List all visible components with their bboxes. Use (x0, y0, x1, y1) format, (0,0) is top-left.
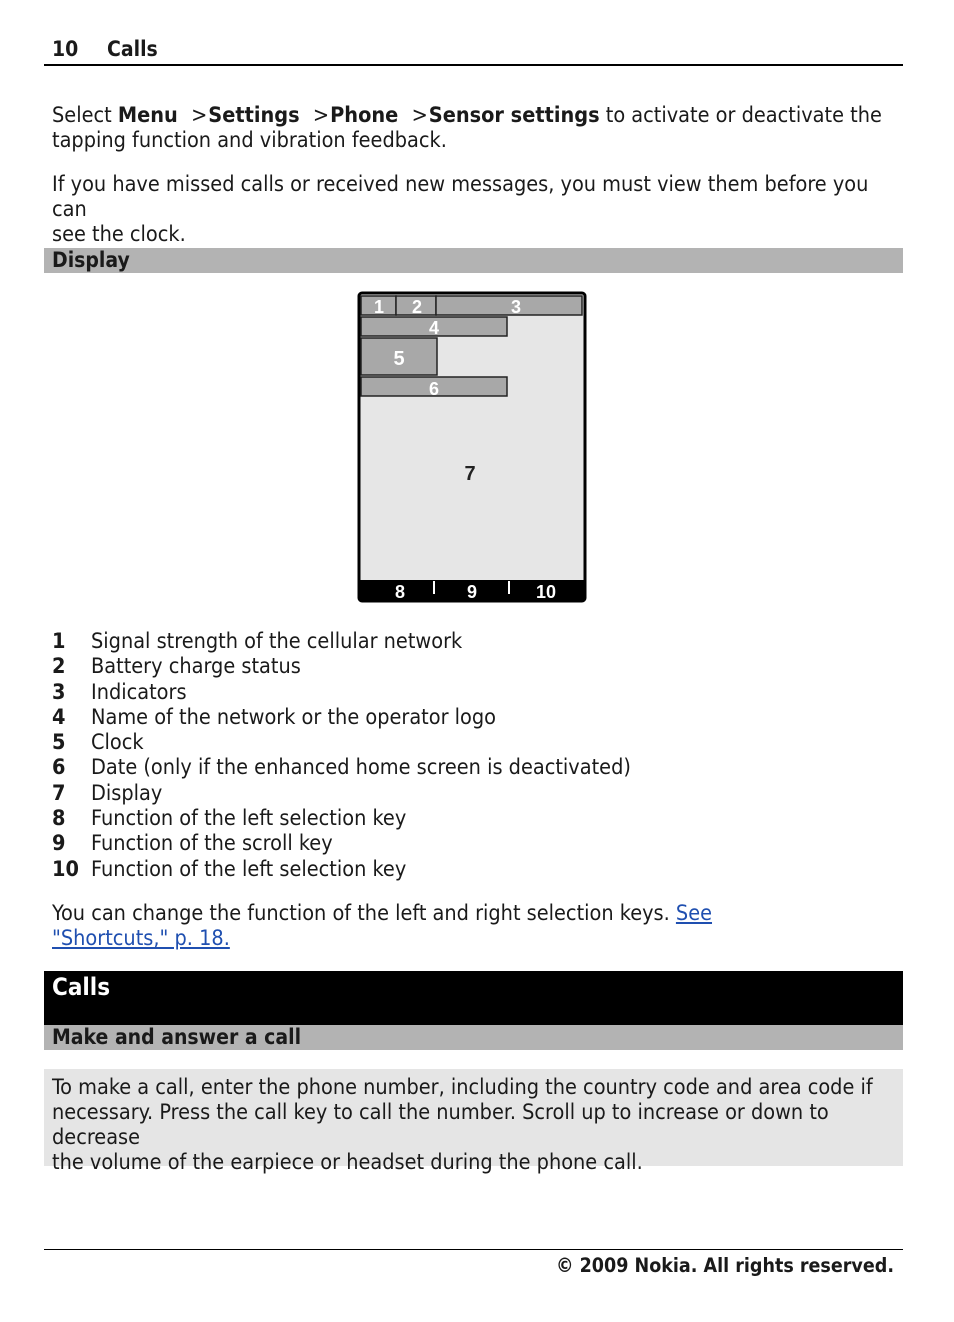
figure-label-5: 5 (393, 348, 405, 370)
page-header (44, 34, 903, 66)
legend-item: 8 Function of the left selection key (52, 806, 407, 832)
menu-path-phone: Phone (330, 103, 399, 128)
make-call-box (44, 1069, 903, 1175)
intro-line-2: tapping function and vibration feedback. (52, 128, 447, 153)
legend-item: 2 Battery charge status (52, 654, 301, 680)
legend-item: 3 Indicators (52, 679, 187, 705)
figure-label-10: 10 (535, 582, 557, 602)
calls-chapter-heading: Calls (44, 971, 903, 1025)
menu-path-sensor-settings: Sensor settings (428, 103, 600, 128)
make-call-paragraph: To make a call, enter the phone number, including the country code and area code if necessary. Press the call key to call the number. Scroll up to increase or down to decrease the volume of the earpiece or headset during the phone call. (52, 1075, 873, 1175)
figure-label-6: 6 (428, 379, 440, 399)
display-section-heading: Display (44, 248, 903, 273)
legend-item: 6 Date (only if the enhanced home screen is deactivated) (52, 755, 631, 781)
figure-label-7: 7 (464, 463, 476, 485)
page-number: 10 (52, 37, 79, 61)
figure-label-1: 1 (373, 297, 385, 317)
display-legend (52, 629, 752, 882)
legend-item: 10 Function of the left selection key (52, 856, 407, 882)
legend-item: 5 Clock (52, 730, 144, 756)
intro-line-1: Select Menu >Settings >Phone >Sensor settings to activate or deactivate the (52, 103, 882, 128)
shortcuts-link-continued[interactable]: "Shortcuts," p. 18. (52, 926, 230, 951)
selection-keys-note: You can change the function of the left and right selection keys. See "Shortcuts," p. 18. (52, 901, 713, 951)
figure-label-2: 2 (411, 297, 423, 317)
intro-paragraph (52, 103, 902, 153)
indicators-area (436, 296, 582, 315)
missed-calls-paragraph: If you have missed calls or received new messages, you must view them before you can see the clock. (52, 172, 869, 247)
path-separator: > (191, 103, 208, 128)
legend-item: 7 Display (52, 780, 163, 806)
figure-label-9: 9 (466, 582, 478, 602)
menu-path-settings: Settings (208, 103, 300, 128)
legend-item: 4 Name of the network or the operator logo (52, 704, 497, 730)
figure-label-3: 3 (510, 297, 522, 317)
legend-item: 1 Signal strength of the cellular network (52, 629, 463, 654)
figure-label-4: 4 (428, 318, 440, 338)
figure-label-8: 8 (394, 582, 406, 602)
path-separator: > (312, 103, 330, 128)
make-call-heading: Make and answer a call (44, 1025, 903, 1050)
legend-item: 9 Function of the scroll key (52, 831, 333, 857)
shortcuts-link[interactable]: See (675, 901, 713, 926)
menu-path-menu: Menu (117, 103, 178, 128)
page-footer (44, 1249, 903, 1280)
display-diagram (356, 290, 588, 604)
copyright-notice: © 2009 Nokia. All rights reserved. (555, 1254, 894, 1277)
path-separator: > (411, 103, 428, 128)
running-title: Calls (107, 37, 158, 61)
